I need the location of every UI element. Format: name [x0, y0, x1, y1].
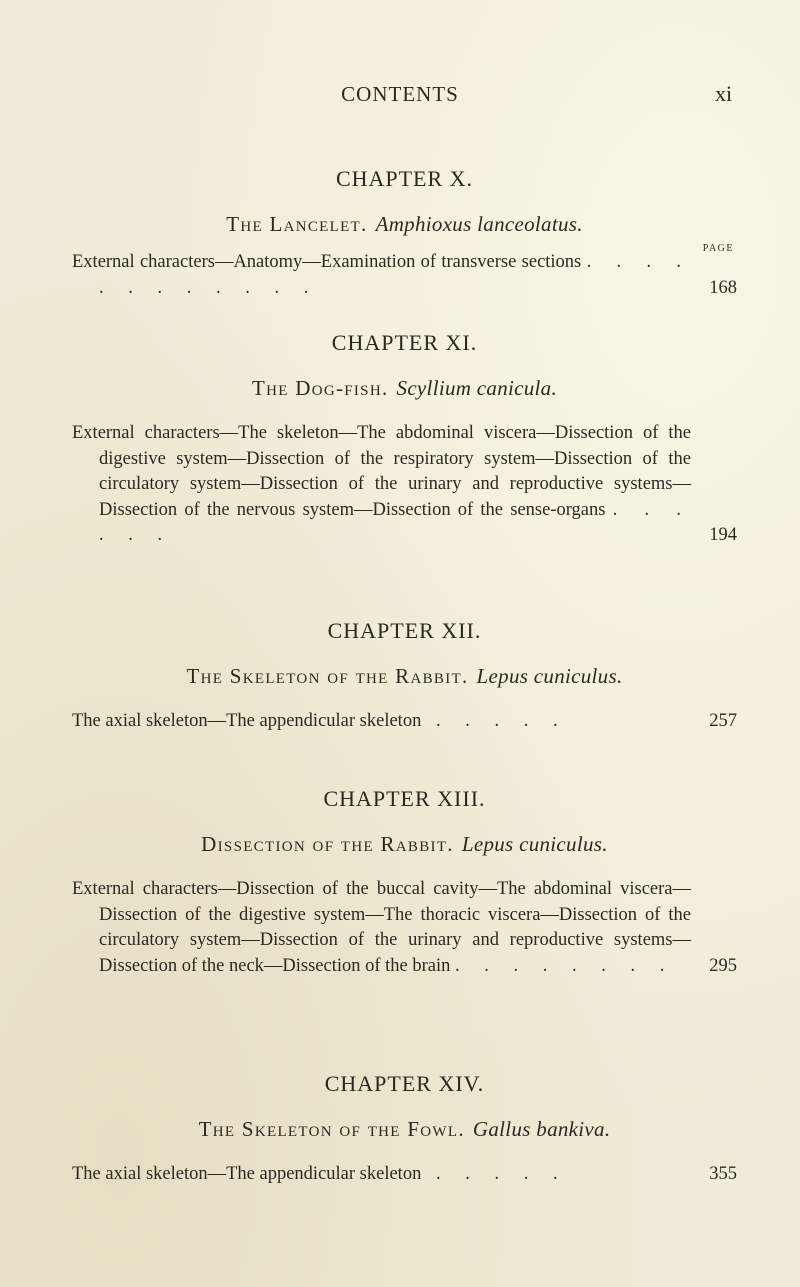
contents-entry	[72, 877, 737, 979]
subject-name: The Dog-fish.	[251, 376, 389, 400]
chapter-heading: CHAPTER XII.	[327, 618, 482, 643]
latin-name: Lepus cuniculus.	[476, 664, 623, 688]
chapter-heading: CHAPTER XI.	[331, 330, 478, 355]
chapter-subject	[72, 1117, 737, 1142]
chapter-14	[72, 1071, 737, 1188]
entry-page-number: 295	[709, 955, 737, 976]
entry-text: The axial skeleton—The appendicular skeleton	[72, 1164, 422, 1184]
entry-page-number: 194	[709, 525, 737, 545]
page-column-label: PAGE	[702, 243, 734, 254]
latin-name: Scyllium canicula.	[396, 376, 558, 400]
subject-name: The Lancelet.	[226, 212, 368, 236]
entry-page-number: 168	[709, 277, 737, 298]
dot-leaders: . . . . . . . .	[455, 955, 675, 976]
chapter-heading: CHAPTER XIV.	[324, 1071, 485, 1096]
chapter-heading: CHAPTER XIII.	[323, 786, 486, 811]
dot-leaders: . . . . . . . . . . . .	[99, 252, 692, 298]
entry-page-number: 257	[709, 711, 737, 731]
chapter-subject	[72, 212, 737, 237]
subject-name: Dissection of the Rabbit.	[201, 832, 454, 856]
latin-name: Gallus bankiva.	[472, 1117, 611, 1141]
chapter-13	[72, 786, 737, 979]
chapter-subject	[72, 664, 737, 689]
chapter-subject	[72, 376, 737, 401]
entry-text: External characters—Dissection of the buccal cavity—The abdominal viscera—Dissection of the digestive system—The thoracic viscera—Dissection of the circulatory system—Dissection of the urinary and reproductive systems—Dissection of the neck—Dissection of the brain	[72, 879, 691, 976]
chapter-subject	[72, 832, 737, 857]
page-number: xi	[715, 81, 733, 106]
entry-text: The axial skeleton—The appendicular skeleton	[72, 711, 422, 731]
entry-text: External characters—The skeleton—The abdominal viscera—Dissection of the digestive system—Dissection of the respiratory system—Dissection of the circulatory system—Dissection of the urinary and reproductive systems—Dissection of the nervous system—Dissection of the sense-organs	[72, 423, 691, 520]
running-head: CONTENTS	[341, 82, 459, 106]
contents-entry	[72, 709, 737, 735]
chapter-heading: CHAPTER X.	[335, 166, 474, 191]
contents-entry	[72, 250, 737, 301]
subject-name: The Skeleton of the Fowl.	[198, 1117, 465, 1141]
dot-leaders: . . . . . .	[99, 499, 692, 545]
chapter-10	[72, 166, 737, 301]
chapter-12	[72, 618, 737, 735]
dot-leaders: . . . . .	[435, 1164, 568, 1184]
latin-name: Amphioxus lanceolatus.	[375, 212, 583, 236]
chapter-11	[72, 330, 737, 549]
latin-name: Lepus cuniculus.	[461, 832, 608, 856]
subject-name: The Skeleton of the Rabbit.	[186, 664, 469, 688]
contents-entry	[72, 1162, 737, 1188]
entry-page-number: 355	[709, 1164, 737, 1184]
dot-leaders: . . . . .	[435, 711, 568, 731]
entry-text: External characters—Anatomy—Examination of transverse sections	[72, 252, 582, 272]
contents-entry	[72, 421, 737, 549]
page-header	[0, 82, 800, 112]
